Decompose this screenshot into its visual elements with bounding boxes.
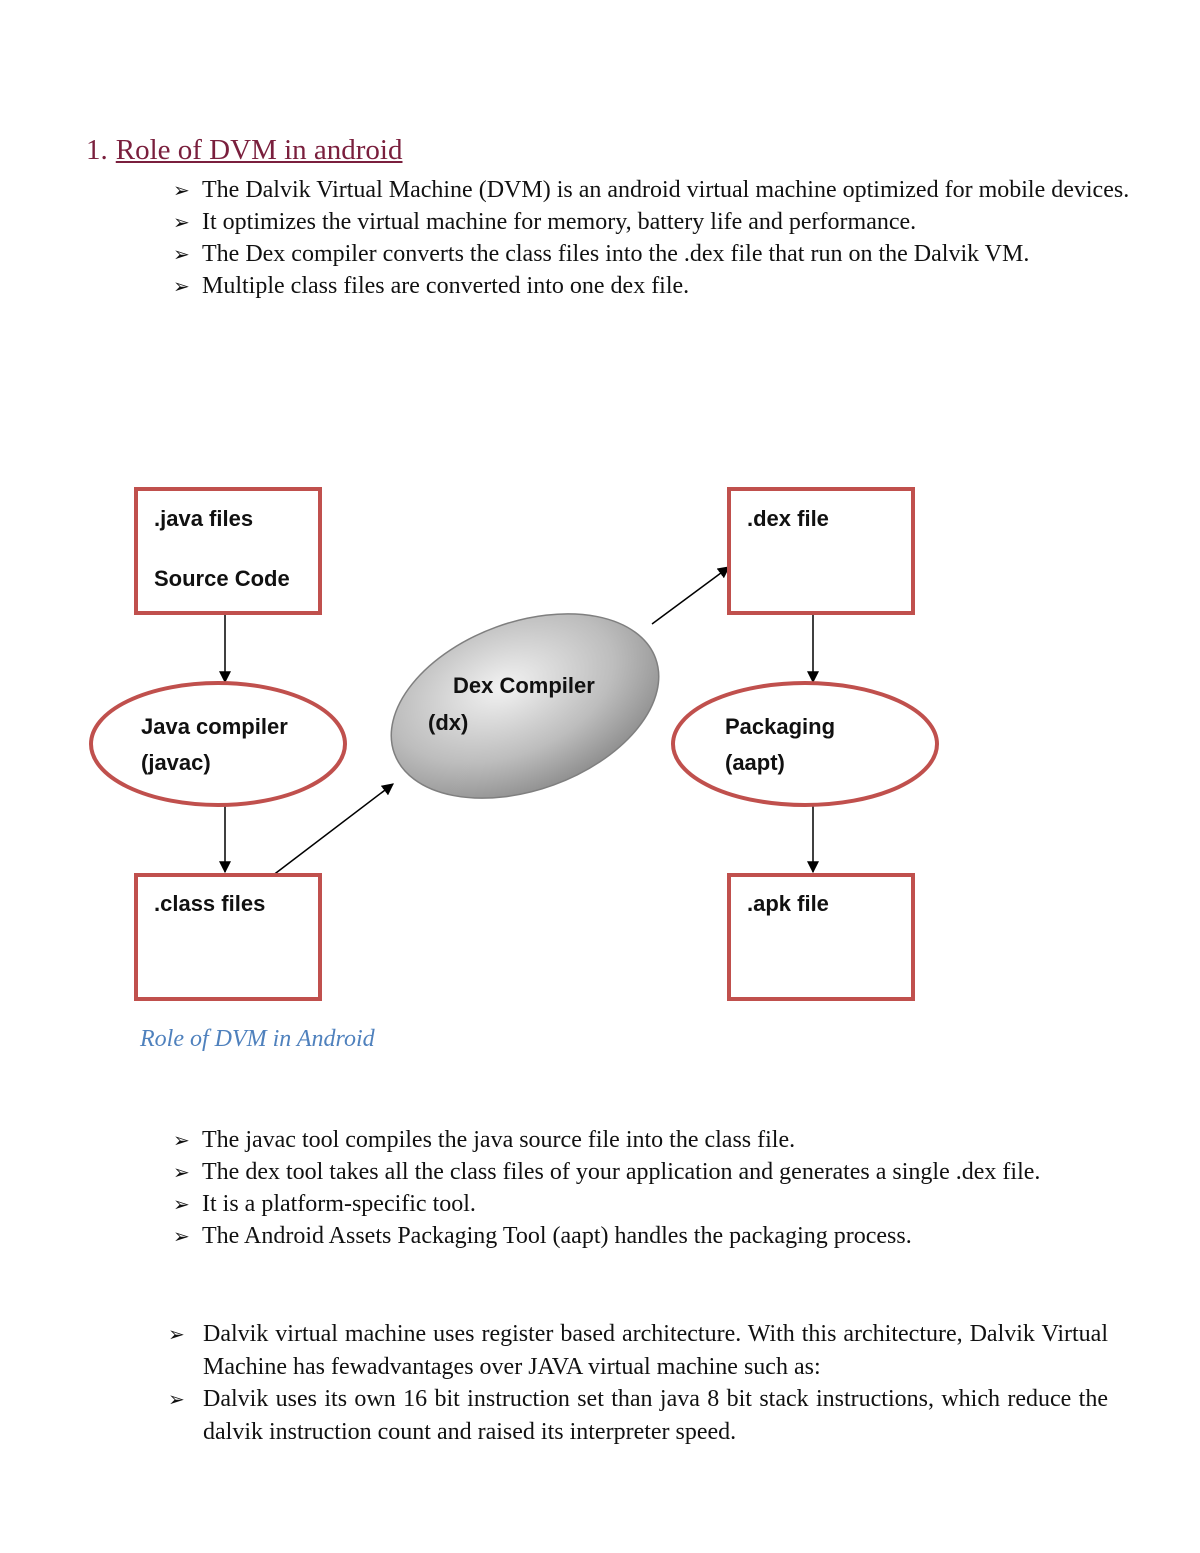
bullet-item (168, 1383, 1108, 1448)
class-files-box (136, 875, 320, 999)
source-code-label: Source Code (154, 566, 290, 591)
bullet-item (173, 1220, 1133, 1252)
apk-file-box (729, 875, 913, 999)
java-compiler-label: Java compiler (141, 714, 288, 739)
dx-label: (dx) (428, 710, 469, 735)
bullet-text: It optimizes the virtual machine for memory, battery life and performance. (202, 209, 917, 235)
arrow-bullet-icon: ➢ (173, 1224, 190, 1248)
dex-file-label: .dex file (747, 506, 829, 531)
bullet-text: The Dalvik Virtual Machine (DVM) is an android virtual machine optimized for mobile devices. (202, 177, 1130, 203)
bullet-text: The dex tool takes all the class files of your application and generates a single .dex file. (202, 1159, 1041, 1185)
apk-file-label: .apk file (747, 891, 829, 916)
bullet-item (173, 1188, 1133, 1220)
figure-caption: Role of DVM in Android (140, 1026, 375, 1052)
bullet-text: Multiple class files are converted into one dex file. (202, 273, 690, 299)
java-files-label: .java files (154, 506, 254, 531)
arrow-bullet-icon: ➢ (173, 1192, 190, 1216)
arrow-bullet-icon: ➢ (173, 1128, 190, 1152)
section-number: 1. (86, 134, 108, 166)
bullet-item (168, 1318, 1108, 1383)
arrow-bullet-icon: ➢ (173, 178, 190, 202)
arrow-bullet-icon: ➢ (173, 210, 190, 234)
bullet-text: It is a platform-specific tool. (202, 1191, 476, 1217)
arrow-bullet-icon: ➢ (168, 1387, 185, 1411)
bullet-text: The javac tool compiles the java source file into the class file. (202, 1127, 796, 1153)
bullet-item (173, 1124, 1133, 1156)
aapt-label: (aapt) (725, 750, 785, 775)
packaging-ellipse (673, 683, 937, 805)
bullet-text: The Dex compiler converts the class files into the .dex file that run on the Dalvik VM. (202, 241, 1030, 267)
section-title: Role of DVM in android (115, 134, 403, 166)
dex-compiler-ellipse (366, 580, 685, 833)
java-files-box (136, 489, 320, 613)
bullet-text: The Android Assets Packaging Tool (aapt) handles the packaging process. (202, 1223, 912, 1249)
register-bullet-list (168, 1318, 1108, 1448)
bullet-item (173, 1156, 1133, 1188)
arrow-dex-compiler-to-dex (652, 567, 729, 624)
dex-compiler-label: Dex Compiler (453, 673, 595, 698)
arrow-bullet-icon: ➢ (168, 1322, 185, 1346)
dex-file-box (729, 489, 913, 613)
arrow-bullet-icon: ➢ (173, 1160, 190, 1184)
javac-label: (javac) (141, 750, 211, 775)
class-files-label: .class files (154, 891, 266, 916)
packaging-label: Packaging (725, 714, 836, 739)
bullet-text: Dalvik uses its own 16 bit instruction set than java 8 bit stack instructions, which reduce the dalvik instruction count and raised its interpreter speed. (203, 1386, 1108, 1445)
arrow-bullet-icon: ➢ (173, 274, 190, 298)
java-compiler-ellipse (91, 683, 345, 805)
arrow-class-to-dex-compiler (272, 784, 393, 876)
tools-bullet-list (173, 1124, 1133, 1252)
bullet-text: Dalvik virtual machine uses register based architecture. With this architecture, Dalvik Virtual Machine has fewadvantages over JAVA virtual machine such as: (203, 1321, 1108, 1380)
arrow-bullet-icon: ➢ (173, 242, 190, 266)
